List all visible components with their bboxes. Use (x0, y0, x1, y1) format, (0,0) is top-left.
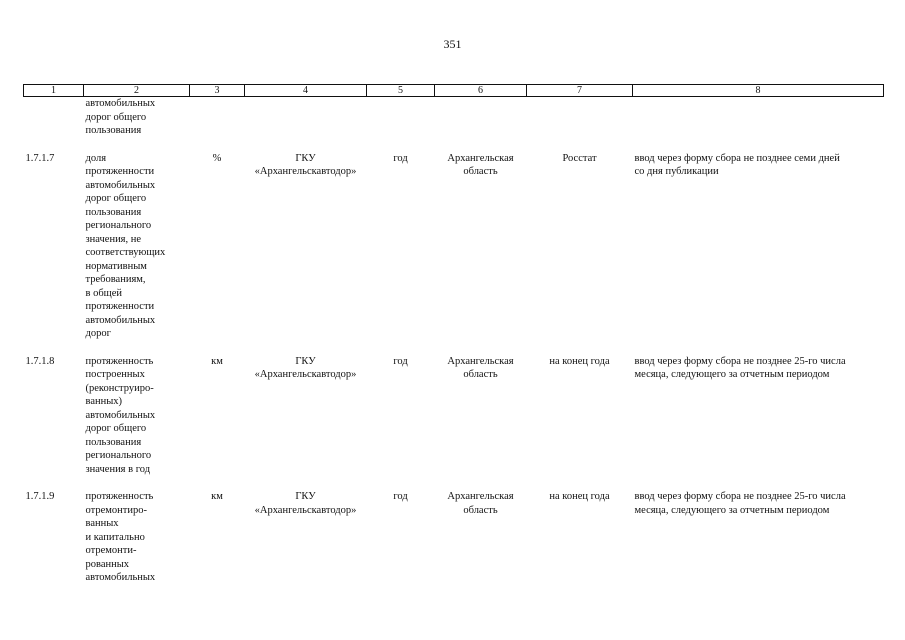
periodicity: год (393, 152, 408, 164)
indicator-code: 1.7.1.8 (25, 355, 55, 367)
input-method: ввод через форму сбора не позднее 25-го числа месяца, следующего за отчетным периодом (634, 355, 846, 380)
responsible-agency: ГКУ «Архангельскавтодор» (254, 152, 357, 177)
territory: Архангельская область (447, 152, 514, 177)
continuation-row (24, 97, 884, 138)
indicator-name: автомобильных дорог общего пользования (85, 98, 156, 136)
unit: км (211, 491, 223, 502)
responsible-agency: ГКУ «Архангельскавтодор» (254, 355, 357, 380)
column-number: 1 (24, 85, 84, 97)
data-source: на конец года (549, 491, 610, 502)
data-source: на конец года (549, 355, 610, 367)
column-number: 5 (367, 85, 435, 97)
column-number: 7 (527, 85, 633, 97)
input-method: ввод через форму сбора не позднее 25-го числа месяца, следующего за отчетным периодом (634, 491, 846, 516)
indicator-name: протяженность построенных (реконструиро- ванных) автомобильных дорог общего пользования регионального значения в год (85, 355, 156, 475)
table-row (24, 355, 884, 477)
territory: Архангельская область (447, 491, 514, 516)
column-number: 4 (245, 85, 367, 97)
column-number: 6 (435, 85, 527, 97)
column-number: 2 (84, 85, 190, 97)
column-number: 8 (633, 85, 884, 97)
unit: % (212, 152, 222, 164)
indicator-table (23, 84, 884, 585)
unit: км (211, 355, 223, 367)
table-row (24, 152, 884, 341)
input-method: ввод через форму сбора не позднее семи дней со дня публикации (634, 152, 840, 177)
indicator-code: 1.7.1.7 (25, 152, 55, 164)
table-row (24, 490, 884, 585)
data-source: Росстат (562, 152, 597, 164)
indicator-name: протяженность отремонтиро- ванных и капитально отремонти- рованных автомобильных (85, 491, 156, 583)
periodicity: год (393, 491, 408, 502)
territory: Архангельская область (447, 355, 514, 380)
responsible-agency: ГКУ «Архангельскавтодор» (254, 491, 357, 516)
column-number: 3 (190, 85, 245, 97)
periodicity: год (393, 355, 408, 367)
column-number-row (24, 85, 884, 97)
indicator-code: 1.7.1.9 (25, 491, 55, 502)
page-number: 351 (443, 37, 462, 51)
indicator-name: доля протяженности автомобильных дорог общего пользования регионального значения, не соответствующих нормативным требованиям, в общей протяженности автомобильных дорог (85, 152, 166, 339)
